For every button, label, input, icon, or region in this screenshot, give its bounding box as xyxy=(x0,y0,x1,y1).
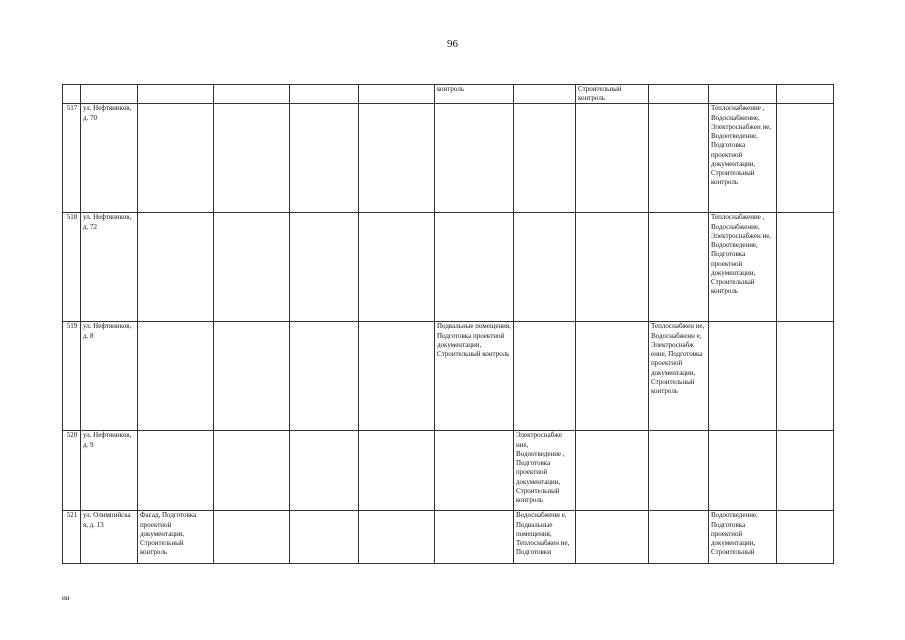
table-cell xyxy=(359,511,435,564)
table-cell xyxy=(359,85,435,104)
table-cell xyxy=(649,104,709,213)
table-cell: Теплоснабжен ие, Водоснабженн е, Электроснабж ение, Подготовка проектной документации, Строительный контроль xyxy=(649,322,709,431)
table-cell xyxy=(649,511,709,564)
table-cell xyxy=(359,213,435,322)
table-cell: контроль xyxy=(435,85,514,104)
table-cell xyxy=(777,511,834,564)
table-cell xyxy=(359,322,435,431)
address-cell: ул. Нефтяников, д. 8 xyxy=(81,322,138,431)
table-cell xyxy=(138,85,214,104)
table-cell: Теплоснабжение , Водоснабжение, Электроснабжен ие, Водоотведение, Подготовка проектной документации, Строительный контроль xyxy=(709,104,777,213)
table-cell xyxy=(290,511,359,564)
table-cell xyxy=(576,104,649,213)
table-cell xyxy=(359,104,435,213)
address-cell: ул. Нефтяников, д. 9 xyxy=(81,431,138,511)
table-cell xyxy=(649,85,709,104)
table-cell xyxy=(214,511,290,564)
table-cell xyxy=(214,322,290,431)
table-cell xyxy=(709,85,777,104)
table-cell xyxy=(777,431,834,511)
table-cell xyxy=(777,104,834,213)
table-cell xyxy=(290,431,359,511)
table-cell xyxy=(514,85,576,104)
table-cell: Водоснабжени е, Подвальные помещения, Теплоснабжен ие, Подготовки xyxy=(514,511,576,564)
table-cell xyxy=(435,104,514,213)
table-cell xyxy=(576,322,649,431)
table-cell: Электроснабже ние, Водоотведение , Подготовка проектной документации, Строительный контроль xyxy=(514,431,576,511)
table-cell: Теплоснабжение , Водоснабжение, Электроснабжен ие, Водоотведение, Подготовка проектной документации, Строительный контроль xyxy=(709,213,777,322)
table-cell xyxy=(290,322,359,431)
row-number: 519 xyxy=(63,322,81,431)
table-cell xyxy=(214,104,290,213)
table-cell xyxy=(777,85,834,104)
page-number: 96 xyxy=(447,38,458,50)
table-cell xyxy=(649,431,709,511)
works-table xyxy=(62,84,834,564)
table-cell xyxy=(214,213,290,322)
footer-note: ии xyxy=(62,594,70,602)
table-row xyxy=(63,322,834,431)
row-number: 520 xyxy=(63,431,81,511)
table-row xyxy=(63,104,834,213)
table-cell xyxy=(576,511,649,564)
table-cell xyxy=(576,213,649,322)
table-cell xyxy=(435,431,514,511)
table-cell: Фасад, Подготовка проектной документации, Строительный контроль xyxy=(138,511,214,564)
table-cell xyxy=(514,104,576,213)
table-cell xyxy=(649,213,709,322)
table-row xyxy=(63,511,834,564)
table-row xyxy=(63,85,834,104)
table-cell: Строительный контроль xyxy=(576,85,649,104)
address-cell: ул. Олимпийска я, д. 13 xyxy=(81,511,138,564)
table-cell xyxy=(435,213,514,322)
table-cell xyxy=(214,431,290,511)
address-cell xyxy=(81,85,138,104)
row-number xyxy=(63,85,81,104)
row-number: 521 xyxy=(63,511,81,564)
address-cell: ул. Нефтяников, д. 70 xyxy=(81,104,138,213)
table-cell xyxy=(777,322,834,431)
table-cell xyxy=(709,431,777,511)
table-cell xyxy=(290,104,359,213)
table-cell xyxy=(214,85,290,104)
table-cell xyxy=(138,104,214,213)
table-cell xyxy=(290,85,359,104)
table-row xyxy=(63,431,834,511)
address-cell: ул. Нефтяников, д. 72 xyxy=(81,213,138,322)
table-cell xyxy=(514,213,576,322)
table-cell xyxy=(138,322,214,431)
row-number: 517 xyxy=(63,104,81,213)
table-cell: Подвальные помещения, Подготовка проектной документации, Строительный контроль xyxy=(435,322,514,431)
table-cell xyxy=(514,322,576,431)
row-number: 518 xyxy=(63,213,81,322)
table-cell xyxy=(138,431,214,511)
table-cell xyxy=(138,213,214,322)
table-cell xyxy=(359,431,435,511)
table-cell xyxy=(709,322,777,431)
table-cell xyxy=(777,213,834,322)
table-cell xyxy=(435,511,514,564)
table-cell xyxy=(290,213,359,322)
table-row xyxy=(63,213,834,322)
table-cell: Водоотведение, Подготовка проектной документации, Строительный xyxy=(709,511,777,564)
table-cell xyxy=(576,431,649,511)
